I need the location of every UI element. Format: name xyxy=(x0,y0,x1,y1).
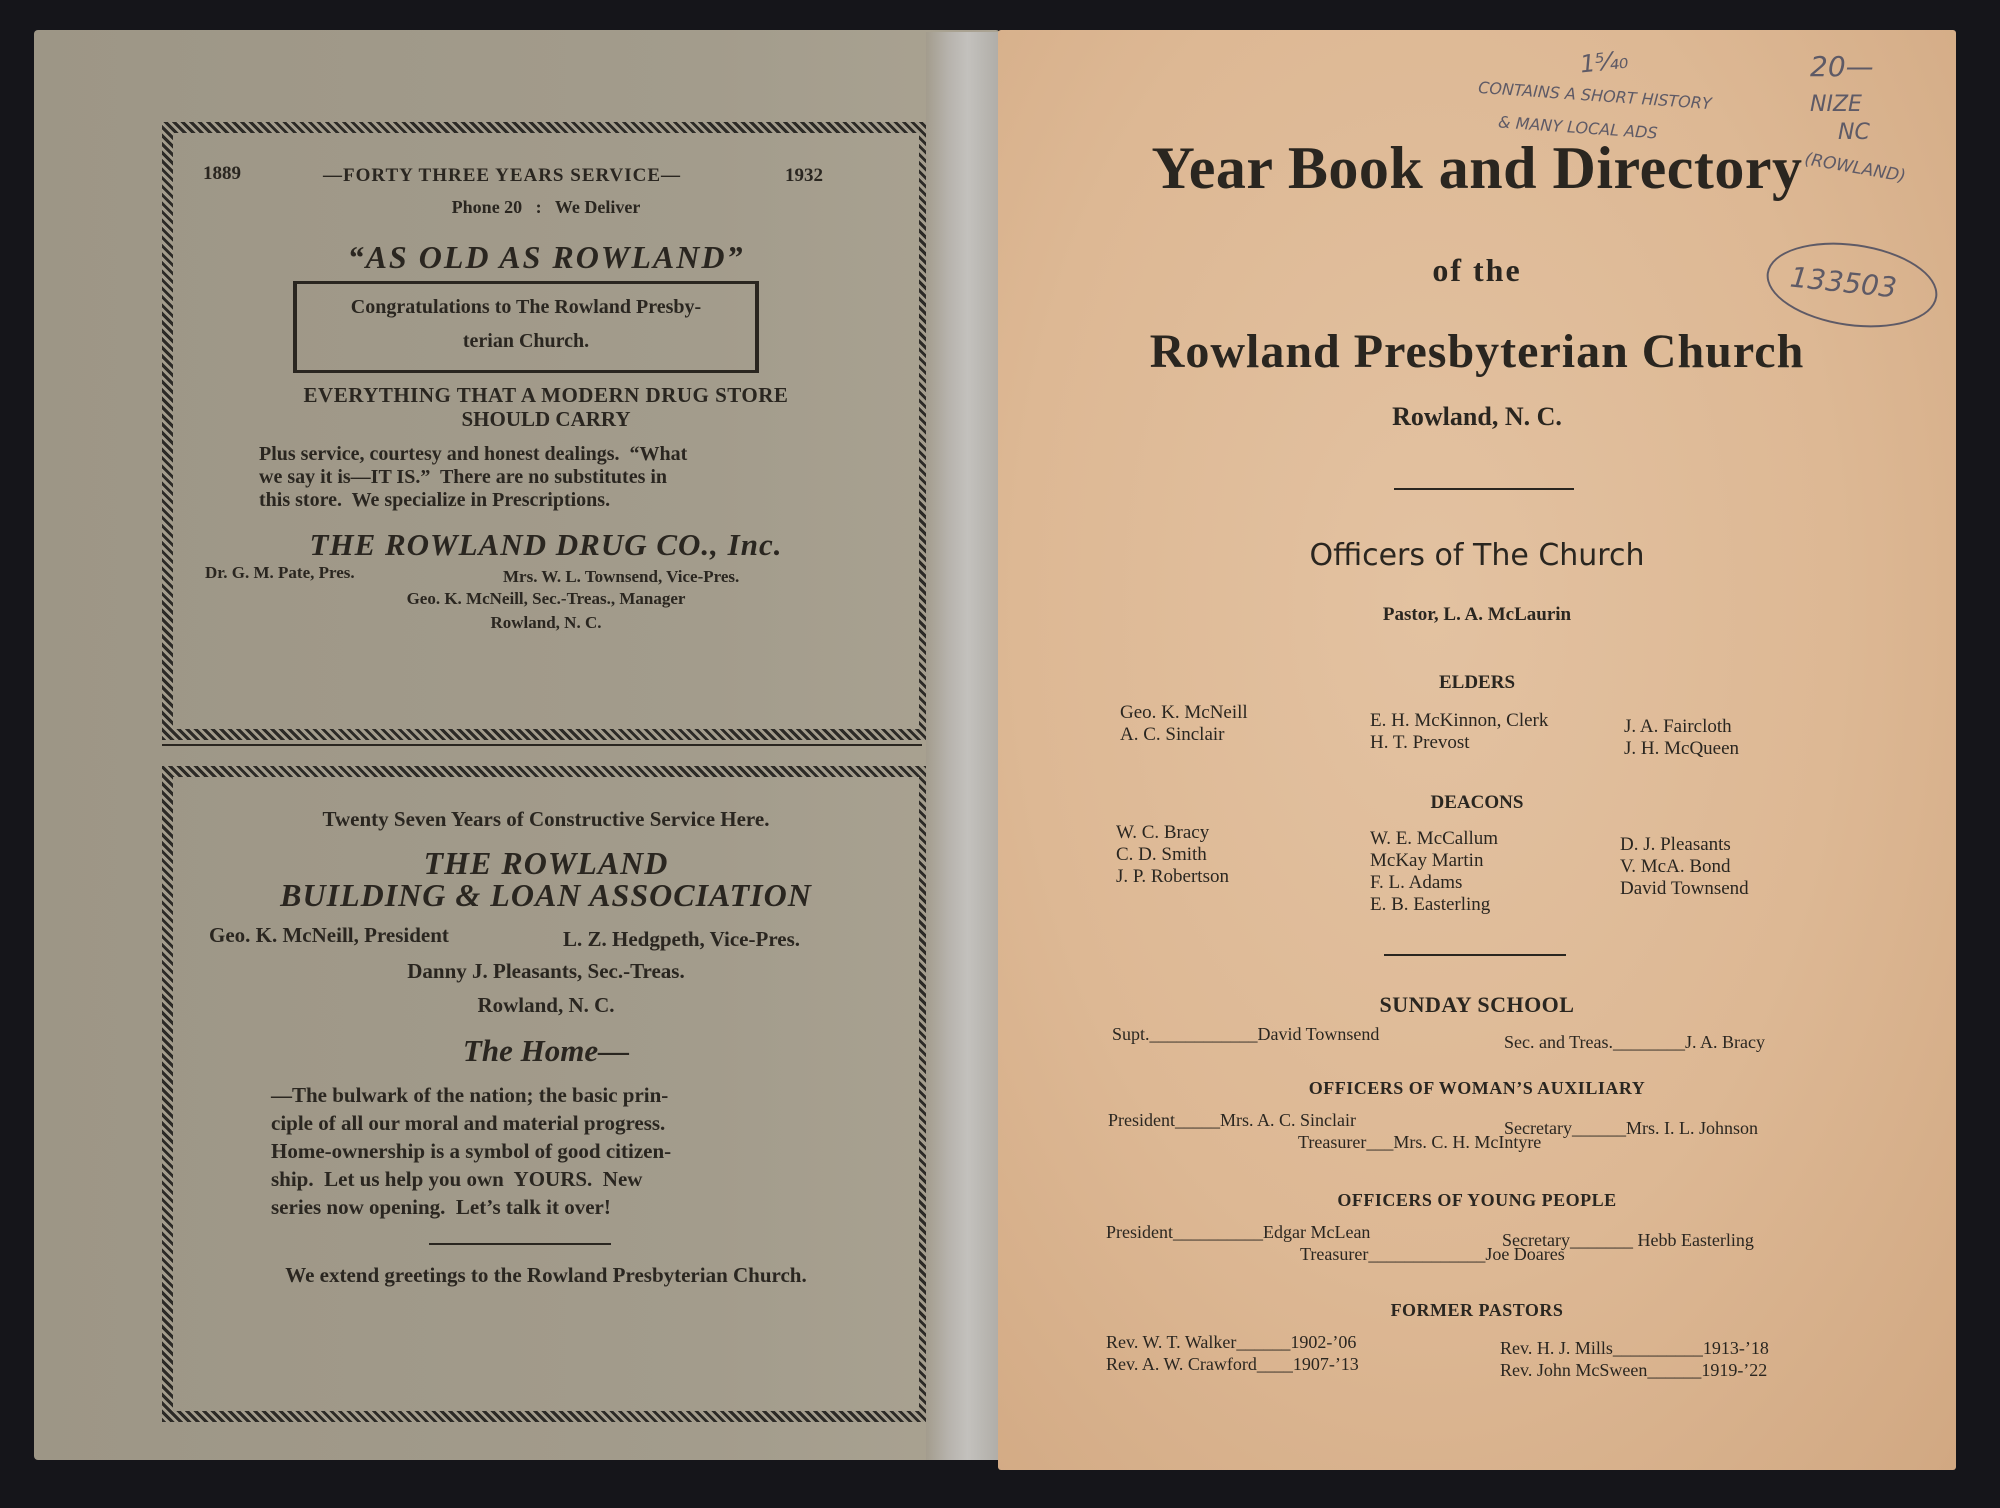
handwritten-town: (ROWLAND) xyxy=(1803,149,1908,187)
handwritten-state-2: NC xyxy=(1838,120,1870,145)
young-people-heading: OFFICERS OF YOUNG PEOPLE xyxy=(1337,1190,1617,1210)
left-page-advertisements xyxy=(34,30,1000,1460)
deacon: E. B. Easterling xyxy=(1370,894,1491,915)
elder: J. H. McQueen xyxy=(1624,738,1740,759)
elder: E. H. McKinnon, Clerk xyxy=(1370,710,1549,731)
service-line: —FORTY THREE YEARS SERVICE— xyxy=(323,165,682,186)
book-spine xyxy=(926,32,1002,1460)
title-divider xyxy=(1394,488,1574,490)
handwritten-catalog-number: 133503 xyxy=(1788,260,1899,305)
handwritten-state-1: NIZE xyxy=(1810,92,1862,117)
drug-headline-2: SHOULD CARRY xyxy=(461,407,631,431)
drug-officer-president: Dr. G. M. Pate, Pres. xyxy=(205,563,355,582)
drug-slogan: “AS OLD AS ROWLAND” xyxy=(347,239,745,275)
drug-location: Rowland, N. C. xyxy=(490,613,602,632)
right-page-directory xyxy=(998,30,1956,1470)
church-location: Rowland, N. C. xyxy=(1392,402,1562,431)
elder: A. C. Sinclair xyxy=(1120,724,1225,745)
drug-body-2: we say it is—IT IS.” There are no substitutes in xyxy=(259,466,668,488)
drug-officer-manager: Geo. K. McNeill, Sec.-Treas., Manager xyxy=(406,589,686,608)
sunday-school-supt: Supt.____________David Townsend xyxy=(1112,1024,1380,1044)
wa-secretary: Secretary______Mrs. I. L. Johnson xyxy=(1504,1118,1758,1138)
pastor: Pastor, L. A. McLaurin xyxy=(1382,604,1572,625)
wa-treasurer: Treasurer___Mrs. C. H. McIntyre xyxy=(1298,1132,1542,1152)
building-loan-ad xyxy=(162,766,930,1422)
former-pastor: Rev. A. W. Crawford____1907-’13 xyxy=(1106,1354,1359,1374)
loan-sec-treas: Danny J. Pleasants, Sec.-Treas. xyxy=(407,959,685,983)
sunday-school-sec-treas: Sec. and Treas.________J. A. Bracy xyxy=(1504,1032,1765,1052)
drug-company-name: THE ROWLAND DRUG CO., Inc. xyxy=(309,527,783,562)
home-line-1: —The bulwark of the nation; the basic prin- xyxy=(271,1083,669,1107)
church-name: Rowland Presbyterian Church xyxy=(1149,325,1805,378)
deacon: F. L. Adams xyxy=(1370,872,1463,893)
yp-president: President__________Edgar McLean xyxy=(1106,1222,1371,1242)
wa-president: President_____Mrs. A. C. Sinclair xyxy=(1108,1110,1356,1130)
officers-heading: Officers of The Church xyxy=(1309,538,1645,573)
year-start: 1889 xyxy=(203,163,241,184)
handwritten-note-2: & MANY LOCAL ADS xyxy=(1497,112,1659,143)
loan-intro: Twenty Seven Years of Constructive Service Here. xyxy=(322,807,770,831)
drug-body-1: Plus service, courtesy and honest dealings. “What xyxy=(259,443,688,465)
congrats-line-1: Congratulations to The Rowland Presby- xyxy=(350,296,702,318)
phone-line: Phone 20 : We Deliver xyxy=(451,197,641,217)
drug-body-3: this store. We specialize in Prescriptions. xyxy=(259,489,611,511)
home-line-2: ciple of all our moral and material progress. xyxy=(271,1111,666,1135)
former-pastor: Rev. John McSween______1919-’22 xyxy=(1500,1360,1768,1380)
home-heading: The Home— xyxy=(462,1033,630,1068)
deacon: W. C. Bracy xyxy=(1116,822,1210,843)
womans-auxiliary-heading: OFFICERS OF WOMAN’S AUXILIARY xyxy=(1308,1078,1646,1098)
drug-headline-1: EVERYTHING THAT A MODERN DRUG STORE xyxy=(303,383,789,407)
title-line-1: Year Book and Directory xyxy=(1151,135,1803,201)
title-line-2: of the xyxy=(1432,252,1522,288)
deacons-heading: DEACONS xyxy=(1430,792,1524,813)
year-end: 1932 xyxy=(785,165,823,186)
home-line-3: Home-ownership is a symbol of good citizen- xyxy=(271,1139,672,1163)
elder: J. A. Faircloth xyxy=(1624,716,1732,737)
loan-greeting: We extend greetings to the Rowland Presbyterian Church. xyxy=(285,1263,807,1287)
home-line-5: series now opening. Let’s talk it over! xyxy=(271,1195,611,1219)
home-line-4: ship. Let us help you own YOURS. New xyxy=(271,1167,643,1191)
deacon: McKay Martin xyxy=(1370,850,1484,871)
deacons-divider xyxy=(1384,954,1566,956)
sunday-school-heading: SUNDAY SCHOOL xyxy=(1379,992,1575,1017)
drug-officer-vice-president: Mrs. W. L. Townsend, Vice-Pres. xyxy=(503,567,740,586)
elder: H. T. Prevost xyxy=(1370,732,1470,753)
handwritten-note-1: CONTAINS A SHORT HISTORY xyxy=(1477,77,1713,114)
handwritten-count: 20— xyxy=(1810,50,1874,83)
yp-treasurer: Treasurer_____________Joe Doares xyxy=(1300,1244,1565,1264)
deacon: C. D. Smith xyxy=(1116,844,1207,865)
loan-name-line-1: THE ROWLAND xyxy=(423,845,669,881)
deacon: J. P. Robertson xyxy=(1116,866,1229,887)
deacon: David Townsend xyxy=(1620,878,1749,899)
deacon: V. McA. Bond xyxy=(1620,856,1731,877)
former-pastors-heading: FORMER PASTORS xyxy=(1390,1300,1564,1320)
loan-president: Geo. K. McNeill, President xyxy=(209,923,449,947)
ad-divider xyxy=(162,744,922,746)
home-divider xyxy=(429,1243,611,1245)
loan-vice-president: L. Z. Hedgpeth, Vice-Pres. xyxy=(563,927,801,951)
loan-location: Rowland, N. C. xyxy=(477,993,615,1017)
congrats-line-2: terian Church. xyxy=(462,330,590,352)
deacon: W. E. McCallum xyxy=(1370,828,1499,849)
deacon: D. J. Pleasants xyxy=(1620,834,1731,855)
drug-store-ad xyxy=(162,122,930,740)
yp-secretary: Secretary_______ Hebb Easterling xyxy=(1502,1230,1754,1250)
former-pastor: Rev. W. T. Walker______1902-’06 xyxy=(1106,1332,1357,1352)
handwritten-price: 1⁵⁄₄₀ xyxy=(1578,45,1630,79)
congratulations-box xyxy=(293,281,759,373)
former-pastor: Rev. H. J. Mills__________1913-’18 xyxy=(1500,1338,1769,1358)
elders-heading: ELDERS xyxy=(1438,672,1516,693)
elder: Geo. K. McNeill xyxy=(1120,702,1248,723)
loan-name-line-2: BUILDING & LOAN ASSOCIATION xyxy=(280,877,812,913)
